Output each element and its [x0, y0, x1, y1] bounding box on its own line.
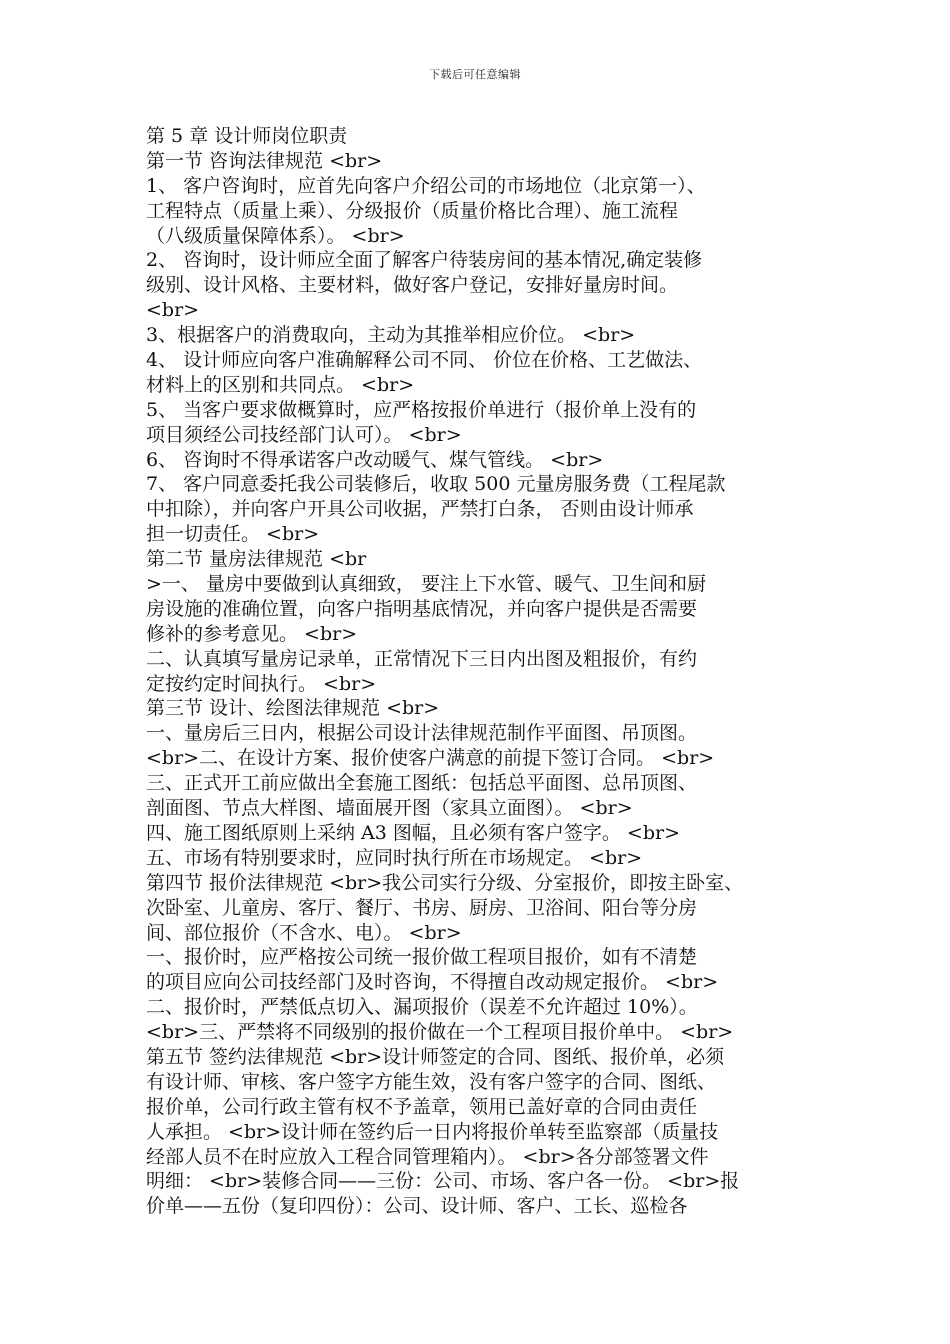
- body-text-line: 第五节 签约法律规范 <br>设计师签定的合同、图纸、报价单，必须: [146, 1045, 725, 1068]
- body-text-line: 第二节 量房法律规范 <br: [146, 548, 367, 571]
- body-text-line: 的项目应向公司技经部门及时咨询，不得擅自改动规定报价。 <br>: [146, 971, 719, 994]
- body-text-line: 修补的参考意见。 <br>: [146, 622, 358, 645]
- body-text-line: 次卧室、儿童房、客厅、餐厅、书房、厨房、卫浴间、阳台等分房: [146, 896, 698, 919]
- body-text-line: 一、量房后三日内，根据公司设计法律规范制作平面图、吊顶图。: [146, 722, 698, 745]
- body-text-line: 价单——五份（复印四份）：公司、设计师、客户、工长、巡检各: [146, 1195, 688, 1218]
- body-text-line: 6、 咨询时不得承诺客户改动暖气、煤气管线。 <br>: [146, 448, 604, 471]
- body-text-line: 2、 咨询时，设计师应全面了解客户待装房间的基本情况,确定装修: [146, 249, 703, 272]
- body-text-line: 有设计师、审核、客户签字方能生效，没有客户签字的合同、图纸、: [146, 1070, 717, 1093]
- body-text-line: 定按约定时间执行。 <br>: [146, 672, 377, 695]
- body-text-line: 二、认真填写量房记录单，正常情况下三日内出图及粗报价，有约: [146, 647, 698, 670]
- body-text-line: 人承担。 <br>设计师在签约后一日内将报价单转至监察部（质量技: [146, 1120, 719, 1143]
- body-text-line: 材料上的区别和共同点。 <br>: [146, 373, 415, 396]
- body-text-line: 7、 客户同意委托我公司装修后，收取 500 元量房服务费（工程尾款: [146, 473, 726, 496]
- body-text-line: 五、市场有特别要求时，应同时执行所在市场规定。 <br>: [146, 846, 643, 869]
- body-text-line: 第一节 咨询法律规范 <br>: [146, 149, 383, 172]
- body-text-line: 间、部位报价（不含水、电）。 <br>: [146, 921, 462, 944]
- body-text-line: 四、施工图纸原则上采纳 A3 图幅，且必须有客户签字。 <br>: [146, 821, 681, 844]
- body-text-line: 第 5 章 设计师岗位职责: [146, 125, 348, 147]
- body-text-line: 4、 设计师应向客户准确解释公司不同、 价位在价格、工艺做法、: [146, 349, 703, 372]
- body-text-line: 一、报价时，应严格按公司统一报价做工程项目报价，如有不清楚: [146, 946, 698, 969]
- body-text-line: 1、 客户咨询时，应首先向客户介绍公司的市场地位（北京第一）、: [146, 174, 706, 197]
- body-text-line: 第四节 报价法律规范 <br>我公司实行分级、分室报价，即按主卧室、: [146, 871, 744, 894]
- body-text-line: 第三节 设计、绘图法律规范 <br>: [146, 697, 440, 720]
- body-text-line: 房设施的准确位置，向客户指明基底情况，并向客户提供是否需要: [146, 597, 698, 620]
- body-text-line: 明细： <br>装修合同——三份：公司、市场、客户各一份。 <br>报: [146, 1170, 740, 1193]
- body-text-line: 担一切责任。 <br>: [146, 523, 320, 546]
- body-text-line: 剖面图、节点大样图、墙面展开图（家具立面图）。 <br>: [146, 797, 633, 820]
- body-text-line: <br>三、严禁将不同级别的报价做在一个工程项目报价单中。 <br>: [146, 1021, 734, 1044]
- body-text-line: <br>二、在设计方案、报价使客户满意的前提下签订合同。 <br>: [146, 747, 715, 770]
- body-text-line: 级别、设计风格、主要材料，做好客户登记，安排好量房时间。: [146, 274, 679, 297]
- body-text-line: >一、 量房中要做到认真细致， 要注上下水管、暖气、卫生间和厨: [146, 573, 707, 596]
- body-text-line: 项目须经公司技经部门认可）。 <br>: [146, 423, 462, 446]
- document-body: [146, 124, 822, 1219]
- body-text-line: <br>: [146, 299, 200, 322]
- body-text-line: 5、 当客户要求做概算时，应严格按报价单进行（报价单上没有的: [146, 398, 697, 421]
- body-text-line: （八级质量保障体系）。 <br>: [146, 224, 405, 247]
- body-text-line: 工程特点（质量上乘）、分级报价（质量价格比合理）、施工流程: [146, 199, 679, 222]
- body-text-line: 经部人员不在时应放入工程合同管理箱内）。 <br>各分部签署文件: [146, 1145, 709, 1168]
- body-text-line: 三、正式开工前应做出全套施工图纸：包括总平面图、总吊顶图、: [146, 772, 698, 795]
- body-text-line: 报价单，公司行政主管有权不予盖章，领用已盖好章的合同由责任: [146, 1095, 698, 1118]
- body-text-line: 二、报价时，严禁低点切入、漏项报价（误差不允许超过 10%）。: [146, 996, 698, 1019]
- body-text-line: 3、根据客户的消费取向，主动为其推举相应价位。 <br>: [146, 324, 636, 347]
- body-text-line: 中扣除），并向客户开具公司收据，严禁打白条， 否则由设计师承: [146, 498, 694, 521]
- page-header: 下载后可任意编辑: [429, 68, 521, 81]
